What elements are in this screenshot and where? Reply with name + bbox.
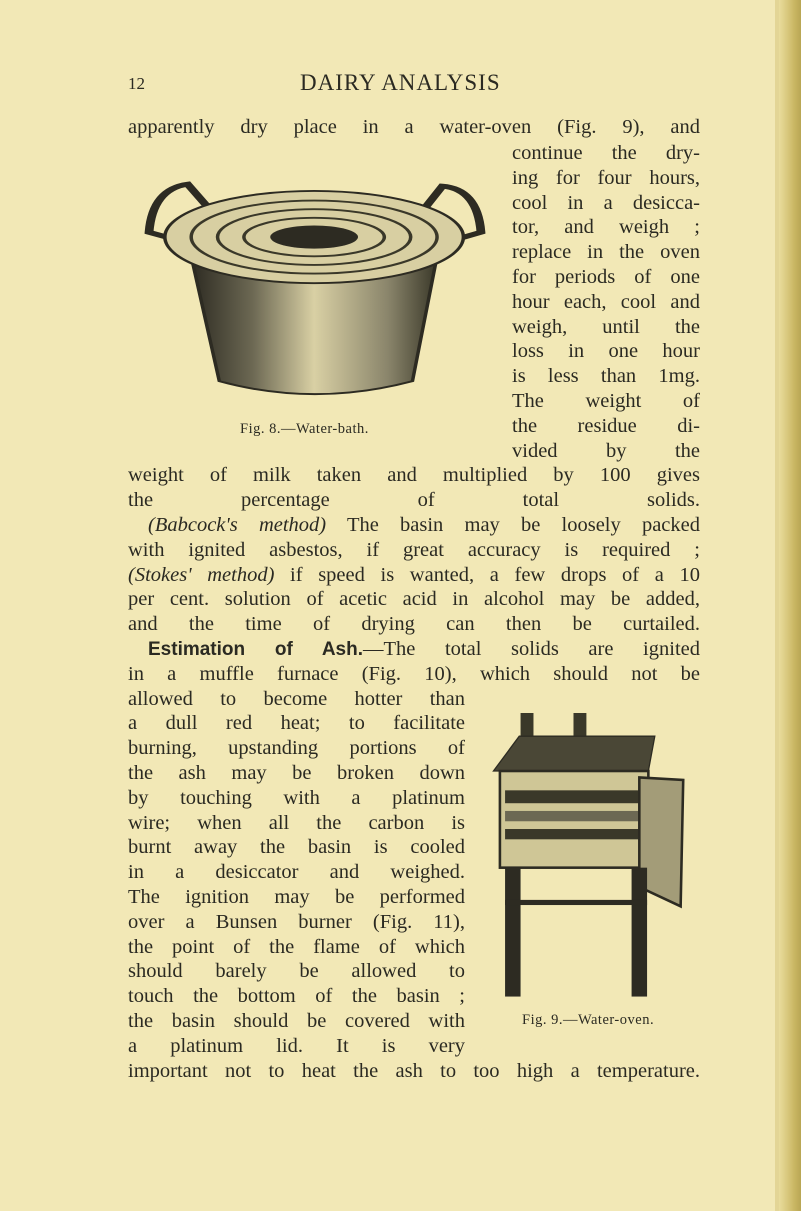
text-line: cool in a desicca- bbox=[512, 191, 700, 214]
text-line: ing for four hours, bbox=[512, 166, 700, 189]
page-number: 12 bbox=[128, 74, 145, 93]
fig9-caption: Fig. 9.—Water-oven. bbox=[522, 1012, 655, 1028]
text-line: in a desiccator and weighed. bbox=[128, 861, 465, 884]
text-line: over a Bunsen burner (Fig. 11), bbox=[128, 910, 465, 933]
text-line: and the time of drying can then be curtailed. bbox=[128, 613, 700, 636]
text-line: the residue di- bbox=[512, 414, 700, 437]
italic-method-name: (Stokes' method) bbox=[128, 563, 275, 586]
text-line: weight of milk taken and multiplied by 100 gives bbox=[128, 464, 700, 487]
running-title: DAIRY ANALYSIS bbox=[300, 70, 501, 95]
text-line: the percentage of total solids. bbox=[128, 489, 700, 512]
water-oven-illustration bbox=[487, 713, 700, 1003]
text-line: is less than 1mg. bbox=[512, 365, 700, 388]
section-heading: Estimation of Ash. bbox=[148, 639, 364, 660]
text-line: (Stokes' method) if speed is wanted, a few drops of a 10 bbox=[128, 563, 700, 586]
text-line: tor, and weigh ; bbox=[512, 216, 700, 239]
text-line: The weight of bbox=[512, 390, 700, 412]
text-line: by touching with a platinum bbox=[128, 786, 465, 809]
text-line: burning, upstanding portions of bbox=[128, 737, 465, 760]
text-line: burnt away the basin is cooled bbox=[128, 836, 465, 859]
text-line: per cent. solution of acetic acid in alcohol may be added, bbox=[128, 588, 700, 611]
text-line: in a muffle furnace (Fig. 10), which should not be bbox=[128, 662, 700, 685]
text-line: allowed to become hotter than bbox=[128, 687, 465, 710]
text-line: touch the bottom of the basin ; bbox=[128, 985, 465, 1008]
text-line: a platinum lid. It is very bbox=[128, 1034, 465, 1057]
text-line: hour each, cool and bbox=[512, 290, 700, 313]
text-line: the ash may be broken down bbox=[128, 762, 465, 784]
text-line: weigh, until the bbox=[512, 315, 700, 338]
text-line: important not to heat the ash to too high a temperature. bbox=[128, 1059, 700, 1082]
text-line: replace in the oven bbox=[512, 241, 700, 264]
text-line: vided by the bbox=[512, 439, 700, 462]
text-line: (Babcock's method) The basin may be loosely packed bbox=[148, 514, 700, 536]
page-edge bbox=[775, 0, 779, 1211]
text-line: a dull red heat; to facilitate bbox=[128, 712, 465, 735]
text-line: wire; when all the carbon is bbox=[128, 811, 465, 834]
text-line: the point of the flame of which bbox=[128, 935, 465, 958]
text-line: Estimation of Ash.—The total solids are ignited bbox=[148, 638, 700, 660]
text-line: continue the dry- bbox=[512, 142, 700, 164]
text-line: should barely be allowed to bbox=[128, 960, 465, 983]
water-bath-illustration bbox=[135, 165, 495, 410]
text-line: loss in one hour bbox=[512, 340, 700, 363]
text-line: the basin should be covered with bbox=[128, 1010, 465, 1032]
text-line: The ignition may be performed bbox=[128, 886, 465, 908]
book-binding-edge bbox=[779, 0, 801, 1211]
text-line: with ignited asbestos, if great accuracy is required ; bbox=[128, 538, 700, 561]
italic-method-name: (Babcock's method) bbox=[148, 514, 327, 536]
text-line: apparently dry place in a water-oven (Fig. 9), and bbox=[128, 116, 700, 138]
fig8-caption: Fig. 8.—Water-bath. bbox=[240, 421, 369, 437]
text-line: for periods of one bbox=[512, 266, 700, 288]
